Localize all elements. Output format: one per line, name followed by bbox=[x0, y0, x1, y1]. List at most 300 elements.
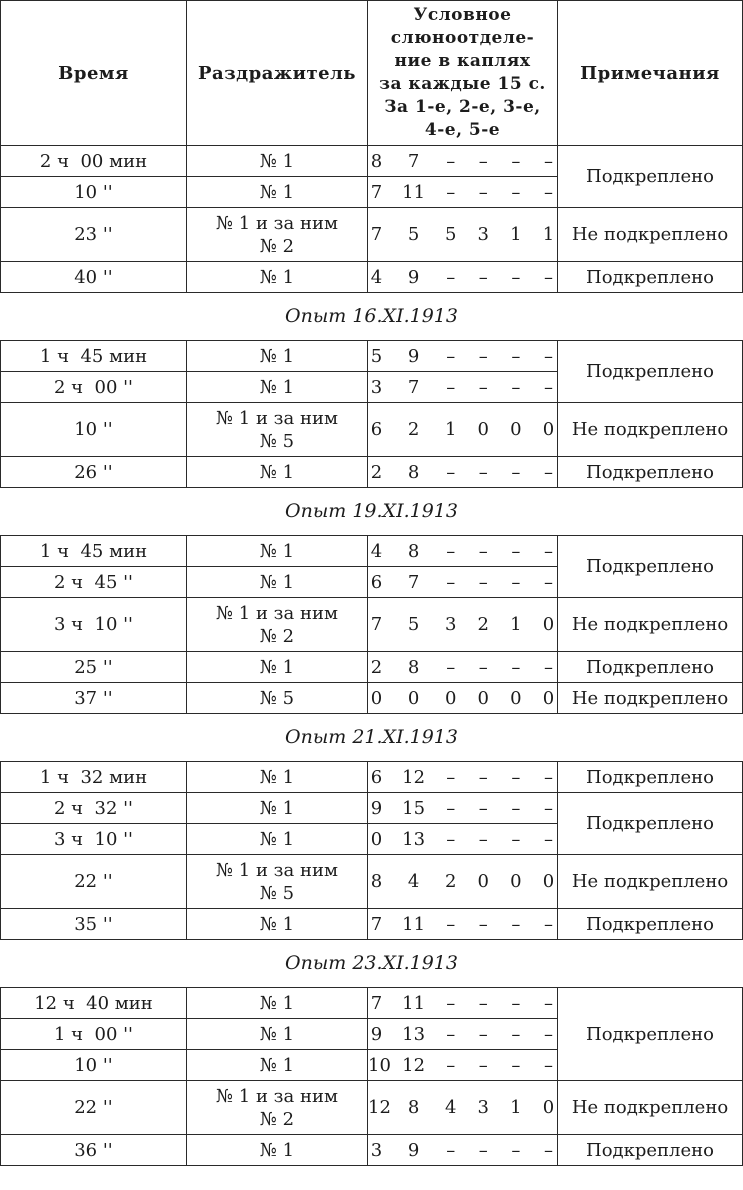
header-time: Время bbox=[1, 1, 187, 146]
note-cell: Подкреплено bbox=[558, 793, 743, 855]
drop-value: – bbox=[478, 656, 488, 678]
drop-value: – bbox=[478, 150, 488, 172]
time-cell: 36 '' bbox=[1, 1135, 187, 1166]
drop-value: 3 bbox=[370, 1139, 383, 1161]
drop-value: 6 bbox=[370, 766, 383, 788]
time-cell: 10 '' bbox=[1, 403, 187, 457]
drops-values bbox=[368, 798, 557, 819]
drops-values bbox=[368, 614, 557, 635]
time-cell: 22 '' bbox=[1, 1081, 187, 1135]
drop-value: 3 bbox=[477, 224, 489, 245]
note-cell: Подкреплено bbox=[558, 262, 743, 293]
drop-value: 7 bbox=[407, 376, 420, 398]
header-salivation-line: за каждые 15 с. bbox=[379, 74, 546, 94]
drop-value: 12 bbox=[368, 1097, 391, 1118]
table-row bbox=[1, 909, 743, 940]
data-table bbox=[0, 761, 743, 940]
drop-value: 10 bbox=[368, 1054, 391, 1076]
drop-value: – bbox=[511, 150, 521, 172]
stimulus-cell bbox=[187, 457, 368, 488]
drop-value: – bbox=[446, 376, 456, 398]
stimulus-cell bbox=[187, 762, 368, 793]
stimulus-line: № 1 и за ним bbox=[216, 602, 338, 624]
header-salivation-line: слюноотделе- bbox=[390, 28, 535, 48]
note-cell: Не подкреплено bbox=[558, 403, 743, 457]
drop-value: 0 bbox=[542, 419, 555, 440]
drop-value: – bbox=[511, 571, 521, 593]
time-cell: 2 ч 32 '' bbox=[1, 793, 187, 824]
drops-cell bbox=[368, 824, 558, 855]
stimulus-cell bbox=[187, 683, 368, 714]
drop-value: 7 bbox=[370, 992, 383, 1014]
data-table bbox=[0, 535, 743, 714]
stimulus-cell bbox=[187, 372, 368, 403]
drop-value: 7 bbox=[407, 571, 420, 593]
note-cell: Подкреплено bbox=[558, 1135, 743, 1166]
stimulus-cell bbox=[187, 146, 368, 177]
note-cell: Не подкреплено bbox=[558, 683, 743, 714]
drop-value: 0 bbox=[370, 828, 383, 850]
drop-value: – bbox=[478, 461, 488, 483]
drops-cell bbox=[368, 146, 558, 177]
time-cell: 1 ч 32 мин bbox=[1, 762, 187, 793]
drop-value: – bbox=[543, 913, 553, 935]
drop-value: 4 bbox=[370, 266, 383, 288]
drop-value: 2 bbox=[444, 871, 457, 892]
drops-cell bbox=[368, 793, 558, 824]
drop-value: – bbox=[511, 266, 521, 288]
drop-value: – bbox=[478, 571, 488, 593]
drops-cell bbox=[368, 598, 558, 652]
drops-values bbox=[368, 1140, 557, 1161]
drop-value: 1 bbox=[542, 224, 555, 245]
drop-value: 9 bbox=[370, 1023, 383, 1045]
drop-value: 2 bbox=[370, 656, 383, 678]
time-cell: 3 ч 10 '' bbox=[1, 824, 187, 855]
drop-value: – bbox=[511, 1139, 521, 1161]
drop-value: 5 bbox=[444, 224, 457, 245]
drop-value: – bbox=[543, 828, 553, 850]
note-cell: Подкреплено bbox=[558, 146, 743, 208]
drop-value: 13 bbox=[402, 1023, 426, 1045]
drop-value: – bbox=[511, 766, 521, 788]
drop-value: 0 bbox=[407, 687, 420, 709]
drops-values bbox=[368, 541, 557, 562]
stimulus-line: № 1 bbox=[259, 828, 295, 850]
stimulus-line: № 1 bbox=[259, 461, 295, 483]
drops-cell bbox=[368, 988, 558, 1019]
header-row bbox=[1, 1, 743, 146]
drop-value: 5 bbox=[370, 345, 383, 367]
stimulus-cell bbox=[187, 567, 368, 598]
drops-values bbox=[368, 346, 557, 367]
stimulus-cell bbox=[187, 988, 368, 1019]
drop-value: – bbox=[446, 828, 456, 850]
note-cell: Не подкреплено bbox=[558, 208, 743, 262]
drop-value: – bbox=[478, 1023, 488, 1045]
drop-value: 1 bbox=[510, 224, 522, 245]
drop-value: – bbox=[511, 540, 521, 562]
table-row bbox=[1, 1081, 743, 1135]
drops-values bbox=[368, 993, 557, 1014]
drops-cell bbox=[368, 262, 558, 293]
drop-value: 11 bbox=[402, 181, 426, 203]
drop-value: 13 bbox=[402, 828, 426, 850]
drop-value: 12 bbox=[402, 1054, 426, 1076]
drop-value: 11 bbox=[402, 992, 426, 1014]
drops-cell bbox=[368, 177, 558, 208]
drop-value: – bbox=[511, 376, 521, 398]
drop-value: – bbox=[543, 1139, 553, 1161]
drop-value: 0 bbox=[510, 419, 522, 440]
drop-value: – bbox=[478, 376, 488, 398]
time-cell: 12 ч 40 мин bbox=[1, 988, 187, 1019]
stimulus-line: № 1 bbox=[259, 571, 295, 593]
drop-value: – bbox=[446, 540, 456, 562]
drop-value: – bbox=[511, 913, 521, 935]
drop-value: – bbox=[446, 461, 456, 483]
drop-value: – bbox=[446, 1023, 456, 1045]
time-cell: 10 '' bbox=[1, 1050, 187, 1081]
header-salivation-line: Условное bbox=[413, 5, 512, 25]
stimulus-line: № 1 bbox=[259, 345, 295, 367]
time-cell: 2 ч 45 '' bbox=[1, 567, 187, 598]
drop-value: 1 bbox=[510, 614, 522, 635]
drops-values bbox=[368, 182, 557, 203]
drop-value: 3 bbox=[370, 376, 383, 398]
stimulus-line: № 1 bbox=[259, 1139, 295, 1161]
drop-value: 4 bbox=[444, 1097, 457, 1118]
time-cell: 10 '' bbox=[1, 177, 187, 208]
drop-value: – bbox=[511, 1054, 521, 1076]
table-row bbox=[1, 988, 743, 1019]
table-row bbox=[1, 598, 743, 652]
drop-value: – bbox=[446, 150, 456, 172]
drops-values bbox=[368, 377, 557, 398]
drops-values bbox=[368, 688, 557, 709]
drops-values bbox=[368, 224, 557, 245]
drop-value: – bbox=[478, 828, 488, 850]
drops-values bbox=[368, 151, 557, 172]
drops-cell bbox=[368, 855, 558, 909]
time-cell: 25 '' bbox=[1, 652, 187, 683]
stimulus-line: № 1 bbox=[259, 797, 295, 819]
drop-value: – bbox=[478, 766, 488, 788]
table-row bbox=[1, 403, 743, 457]
data-table bbox=[0, 987, 743, 1166]
drop-value: 8 bbox=[370, 150, 383, 172]
drop-value: 12 bbox=[402, 766, 426, 788]
drops-values bbox=[368, 267, 557, 288]
drop-value: – bbox=[478, 992, 488, 1014]
drop-value: – bbox=[543, 1054, 553, 1076]
note-cell: Подкреплено bbox=[558, 652, 743, 683]
drop-value: – bbox=[446, 1054, 456, 1076]
drop-value: 2 bbox=[477, 614, 489, 635]
drop-value: 3 bbox=[444, 614, 457, 635]
drops-values bbox=[368, 1024, 557, 1045]
stimulus-cell bbox=[187, 855, 368, 909]
drop-value: 1 bbox=[510, 1097, 522, 1118]
drop-value: – bbox=[511, 1023, 521, 1045]
drop-value: – bbox=[446, 266, 456, 288]
note-cell: Не подкреплено bbox=[558, 1081, 743, 1135]
drop-value: – bbox=[446, 571, 456, 593]
drop-value: 4 bbox=[370, 540, 383, 562]
stimulus-cell bbox=[187, 403, 368, 457]
experiment-caption: Опыт 21.XI.1913 bbox=[285, 726, 458, 748]
table-row bbox=[1, 652, 743, 683]
drops-cell bbox=[368, 457, 558, 488]
stimulus-cell bbox=[187, 909, 368, 940]
drops-cell bbox=[368, 1135, 558, 1166]
time-cell: 1 ч 45 мин bbox=[1, 341, 187, 372]
data-table bbox=[0, 340, 743, 488]
drop-value: – bbox=[511, 797, 521, 819]
drop-value: 0 bbox=[542, 871, 555, 892]
stimulus-line: № 5 bbox=[259, 882, 295, 904]
drop-value: 7 bbox=[370, 224, 383, 245]
drop-value: 6 bbox=[370, 571, 383, 593]
table-row bbox=[1, 341, 743, 372]
drop-value: – bbox=[478, 797, 488, 819]
drop-value: – bbox=[478, 540, 488, 562]
data-table bbox=[0, 0, 743, 293]
time-cell: 23 '' bbox=[1, 208, 187, 262]
drop-value: 0 bbox=[542, 614, 555, 635]
drop-value: 0 bbox=[510, 871, 522, 892]
stimulus-line: № 1 bbox=[259, 656, 295, 678]
table-row bbox=[1, 536, 743, 567]
drops-values bbox=[368, 657, 557, 678]
drop-value: 5 bbox=[407, 614, 420, 635]
drops-cell bbox=[368, 683, 558, 714]
drop-value: – bbox=[446, 656, 456, 678]
stimulus-line: № 1 и за ним bbox=[216, 212, 338, 234]
stimulus-line: № 1 bbox=[259, 540, 295, 562]
stimulus-cell bbox=[187, 652, 368, 683]
stimulus-line: № 1 bbox=[259, 992, 295, 1014]
stimulus-line: № 1 bbox=[259, 150, 295, 172]
drop-value: – bbox=[543, 1023, 553, 1045]
stimulus-cell bbox=[187, 341, 368, 372]
note-cell: Не подкреплено bbox=[558, 855, 743, 909]
drop-value: 8 bbox=[407, 461, 420, 483]
stimulus-cell bbox=[187, 1050, 368, 1081]
drop-value: 6 bbox=[370, 419, 383, 440]
stimulus-line: № 1 и за ним bbox=[216, 859, 338, 881]
drops-cell bbox=[368, 403, 558, 457]
drop-value: 8 bbox=[370, 871, 383, 892]
drop-value: – bbox=[511, 461, 521, 483]
stimulus-line: № 1 bbox=[259, 766, 295, 788]
drop-value: – bbox=[543, 181, 553, 203]
drops-values bbox=[368, 1055, 557, 1076]
drop-value: 7 bbox=[370, 181, 383, 203]
table-row bbox=[1, 793, 743, 824]
table-row bbox=[1, 208, 743, 262]
stimulus-cell bbox=[187, 1081, 368, 1135]
drops-values bbox=[368, 829, 557, 850]
stimulus-line: № 5 bbox=[259, 687, 295, 709]
note-cell: Подкреплено bbox=[558, 457, 743, 488]
stimulus-line: № 1 bbox=[259, 266, 295, 288]
stimulus-cell bbox=[187, 177, 368, 208]
time-cell: 37 '' bbox=[1, 683, 187, 714]
drop-value: – bbox=[446, 797, 456, 819]
drop-value: – bbox=[543, 461, 553, 483]
drop-value: – bbox=[511, 656, 521, 678]
drop-value: 8 bbox=[407, 540, 420, 562]
stimulus-cell bbox=[187, 793, 368, 824]
stimulus-cell bbox=[187, 208, 368, 262]
stimulus-line: № 1 и за ним bbox=[216, 407, 338, 429]
drop-value: – bbox=[511, 181, 521, 203]
note-cell: Подкреплено bbox=[558, 762, 743, 793]
header-salivation-line: За 1-е, 2-е, 3-е, bbox=[384, 97, 541, 117]
drop-value: 2 bbox=[370, 461, 383, 483]
stimulus-line: № 5 bbox=[259, 430, 295, 452]
drops-cell bbox=[368, 1050, 558, 1081]
time-cell: 2 ч 00 мин bbox=[1, 146, 187, 177]
drop-value: – bbox=[478, 266, 488, 288]
header-notes: Примечания bbox=[558, 1, 743, 146]
drop-value: – bbox=[446, 345, 456, 367]
stimulus-line: № 1 bbox=[259, 376, 295, 398]
drop-value: 8 bbox=[407, 656, 420, 678]
drop-value: – bbox=[543, 266, 553, 288]
drops-values bbox=[368, 767, 557, 788]
time-cell: 2 ч 00 '' bbox=[1, 372, 187, 403]
drop-value: 15 bbox=[402, 797, 426, 819]
experiment-caption: Опыт 16.XI.1913 bbox=[285, 305, 458, 327]
drop-value: 8 bbox=[407, 1097, 420, 1118]
drops-values bbox=[368, 462, 557, 483]
drop-value: 9 bbox=[407, 345, 420, 367]
stimulus-cell bbox=[187, 824, 368, 855]
header-salivation-line: ние в каплях bbox=[394, 51, 531, 71]
drop-value: 7 bbox=[370, 614, 383, 635]
time-cell: 35 '' bbox=[1, 909, 187, 940]
time-cell: 1 ч 45 мин bbox=[1, 536, 187, 567]
drops-cell bbox=[368, 341, 558, 372]
drop-value: – bbox=[478, 913, 488, 935]
drop-value: 0 bbox=[477, 687, 489, 709]
table-row bbox=[1, 855, 743, 909]
drop-value: – bbox=[446, 1139, 456, 1161]
drops-cell bbox=[368, 909, 558, 940]
drop-value: – bbox=[543, 376, 553, 398]
drop-value: 9 bbox=[407, 266, 420, 288]
table-row bbox=[1, 683, 743, 714]
drop-value: – bbox=[543, 540, 553, 562]
drop-value: 9 bbox=[407, 1139, 420, 1161]
drop-value: – bbox=[446, 766, 456, 788]
stimulus-cell bbox=[187, 1019, 368, 1050]
drop-value: – bbox=[478, 181, 488, 203]
drops-cell bbox=[368, 762, 558, 793]
drop-value: 0 bbox=[510, 687, 522, 709]
drop-value: – bbox=[543, 797, 553, 819]
drop-value: 4 bbox=[407, 871, 420, 892]
drop-value: – bbox=[543, 345, 553, 367]
time-cell: 3 ч 10 '' bbox=[1, 598, 187, 652]
drop-value: – bbox=[543, 766, 553, 788]
drops-cell bbox=[368, 1019, 558, 1050]
stimulus-line: № 1 bbox=[259, 913, 295, 935]
drop-value: – bbox=[478, 345, 488, 367]
stimulus-line: № 1 и за ним bbox=[216, 1085, 338, 1107]
drop-value: – bbox=[511, 345, 521, 367]
drop-value: – bbox=[543, 992, 553, 1014]
drop-value: – bbox=[478, 1139, 488, 1161]
drop-value: 11 bbox=[402, 913, 426, 935]
drops-values bbox=[368, 1097, 557, 1118]
drop-value: 0 bbox=[444, 687, 457, 709]
note-cell: Подкреплено bbox=[558, 341, 743, 403]
drop-value: – bbox=[543, 656, 553, 678]
drops-cell bbox=[368, 372, 558, 403]
time-cell: 22 '' bbox=[1, 855, 187, 909]
stimulus-cell bbox=[187, 536, 368, 567]
note-cell: Подкреплено bbox=[558, 909, 743, 940]
header-salivation-line: 4-е, 5-е bbox=[424, 120, 501, 140]
stimulus-cell bbox=[187, 262, 368, 293]
drop-value: – bbox=[543, 150, 553, 172]
time-cell: 26 '' bbox=[1, 457, 187, 488]
note-cell: Подкреплено bbox=[558, 536, 743, 598]
stimulus-line: № 2 bbox=[259, 235, 295, 257]
time-cell: 40 '' bbox=[1, 262, 187, 293]
note-cell: Подкреплено bbox=[558, 988, 743, 1081]
stimulus-cell bbox=[187, 598, 368, 652]
drops-values bbox=[368, 914, 557, 935]
drop-value: – bbox=[446, 992, 456, 1014]
drops-cell bbox=[368, 536, 558, 567]
drop-value: 5 bbox=[407, 224, 420, 245]
table-row bbox=[1, 262, 743, 293]
drop-value: – bbox=[511, 992, 521, 1014]
drop-value: – bbox=[543, 571, 553, 593]
experiment-caption: Опыт 23.XI.1913 bbox=[285, 952, 458, 974]
drop-value: 0 bbox=[542, 687, 555, 709]
drop-value: 7 bbox=[370, 913, 383, 935]
drop-value: 1 bbox=[444, 419, 457, 440]
drops-values bbox=[368, 572, 557, 593]
time-cell: 1 ч 00 '' bbox=[1, 1019, 187, 1050]
drop-value: 0 bbox=[477, 419, 489, 440]
drops-cell bbox=[368, 1081, 558, 1135]
drop-value: – bbox=[511, 828, 521, 850]
stimulus-cell bbox=[187, 1135, 368, 1166]
drop-value: – bbox=[478, 1054, 488, 1076]
drop-value: 2 bbox=[407, 419, 420, 440]
table-row bbox=[1, 762, 743, 793]
drop-value: 0 bbox=[370, 687, 383, 709]
stimulus-line: № 2 bbox=[259, 1108, 295, 1130]
drop-value: 9 bbox=[370, 797, 383, 819]
experiment-caption: Опыт 19.XI.1913 bbox=[285, 500, 458, 522]
header-stimulus: Раздражитель bbox=[187, 1, 368, 146]
drop-value: 7 bbox=[407, 150, 420, 172]
drops-values bbox=[368, 419, 557, 440]
table-row bbox=[1, 457, 743, 488]
drop-value: – bbox=[446, 913, 456, 935]
stimulus-line: № 1 bbox=[259, 181, 295, 203]
drops-values bbox=[368, 871, 557, 892]
drop-value: 0 bbox=[542, 1097, 555, 1118]
table-row bbox=[1, 1135, 743, 1166]
